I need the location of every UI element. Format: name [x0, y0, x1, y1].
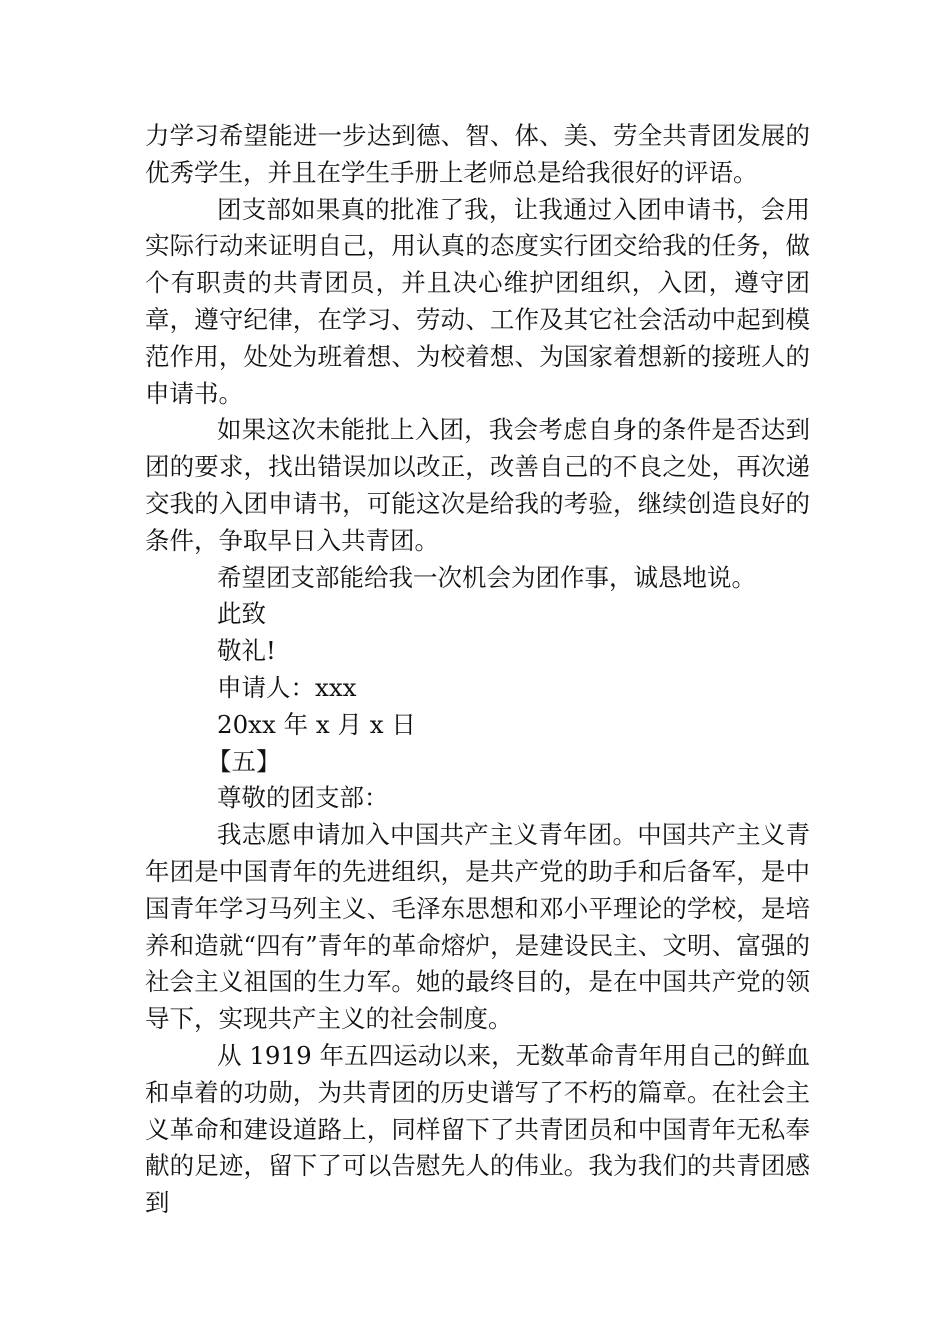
paragraph-application-intro: 我志愿申请加入中国共产主义青年团。中国共产主义青年团是中国青年的先进组织，是共产党的助手和后备军，是中国青年学习马列主义、毛泽东思想和邓小平理论的学校，是培养和造就“四有”青年的革命熔炉，是建设民主、文明、富强的社会主义祖国的生力军。她的最终目的，是在中国共产党的领导下，实现共产主义的社会制度。 — [145, 820, 810, 1034]
paragraph-hope: 希望团支部能给我一次机会为团作事，诚恳地说。 — [217, 562, 756, 592]
salutation: 尊敬的团支部： — [217, 783, 389, 813]
paragraph-history: 从 1919 年五四运动以来，无数革命青年用自己的鲜血和卓着的功勋，为共青团的历史谱写了不朽的篇章。在社会主义革命和建设道路上，同样留下了共青团员和中国青年无私奉献的足迹，留下了可以告慰先人的伟业。我为我们的共青团感到 — [145, 1040, 810, 1218]
closing-jingli: 敬礼! — [217, 636, 276, 666]
paragraph-approval-commitment: 团支部如果真的批准了我，让我通过入团申请书，会用实际行动来证明自己，用认真的态度实行团交给我的任务，做个有职责的共青团员，并且决心维护团组织，入团，遵守团章，遵守纪律，在学习、劳动、工作及其它社会活动中起到模范作用，处处为班着想、为校着想、为国家着想新的接班人的申请书。 — [145, 194, 810, 408]
application-date: 20xx 年 x 月 x 日 — [217, 709, 416, 739]
document-body — [145, 118, 810, 1222]
applicant-signature: 申请人：xxx — [217, 672, 357, 702]
paragraph-if-not-approved: 如果这次未能批上入团，我会考虑自身的条件是否达到团的要求，找出错误加以改正，改善自己的不良之处，再次递交我的入团申请书，可能这次是给我的考验，继续创造良好的条件，争取早日入共青团。 — [145, 415, 810, 555]
paragraph-continued: 力学习希望能进一步达到德、智、体、美、劳全共青团发展的优秀学生，并且在学生手册上老师总是给我很好的评语。 — [145, 121, 810, 187]
closing-cizhi: 此致 — [217, 599, 266, 629]
section-heading: 【五】 — [207, 746, 281, 776]
